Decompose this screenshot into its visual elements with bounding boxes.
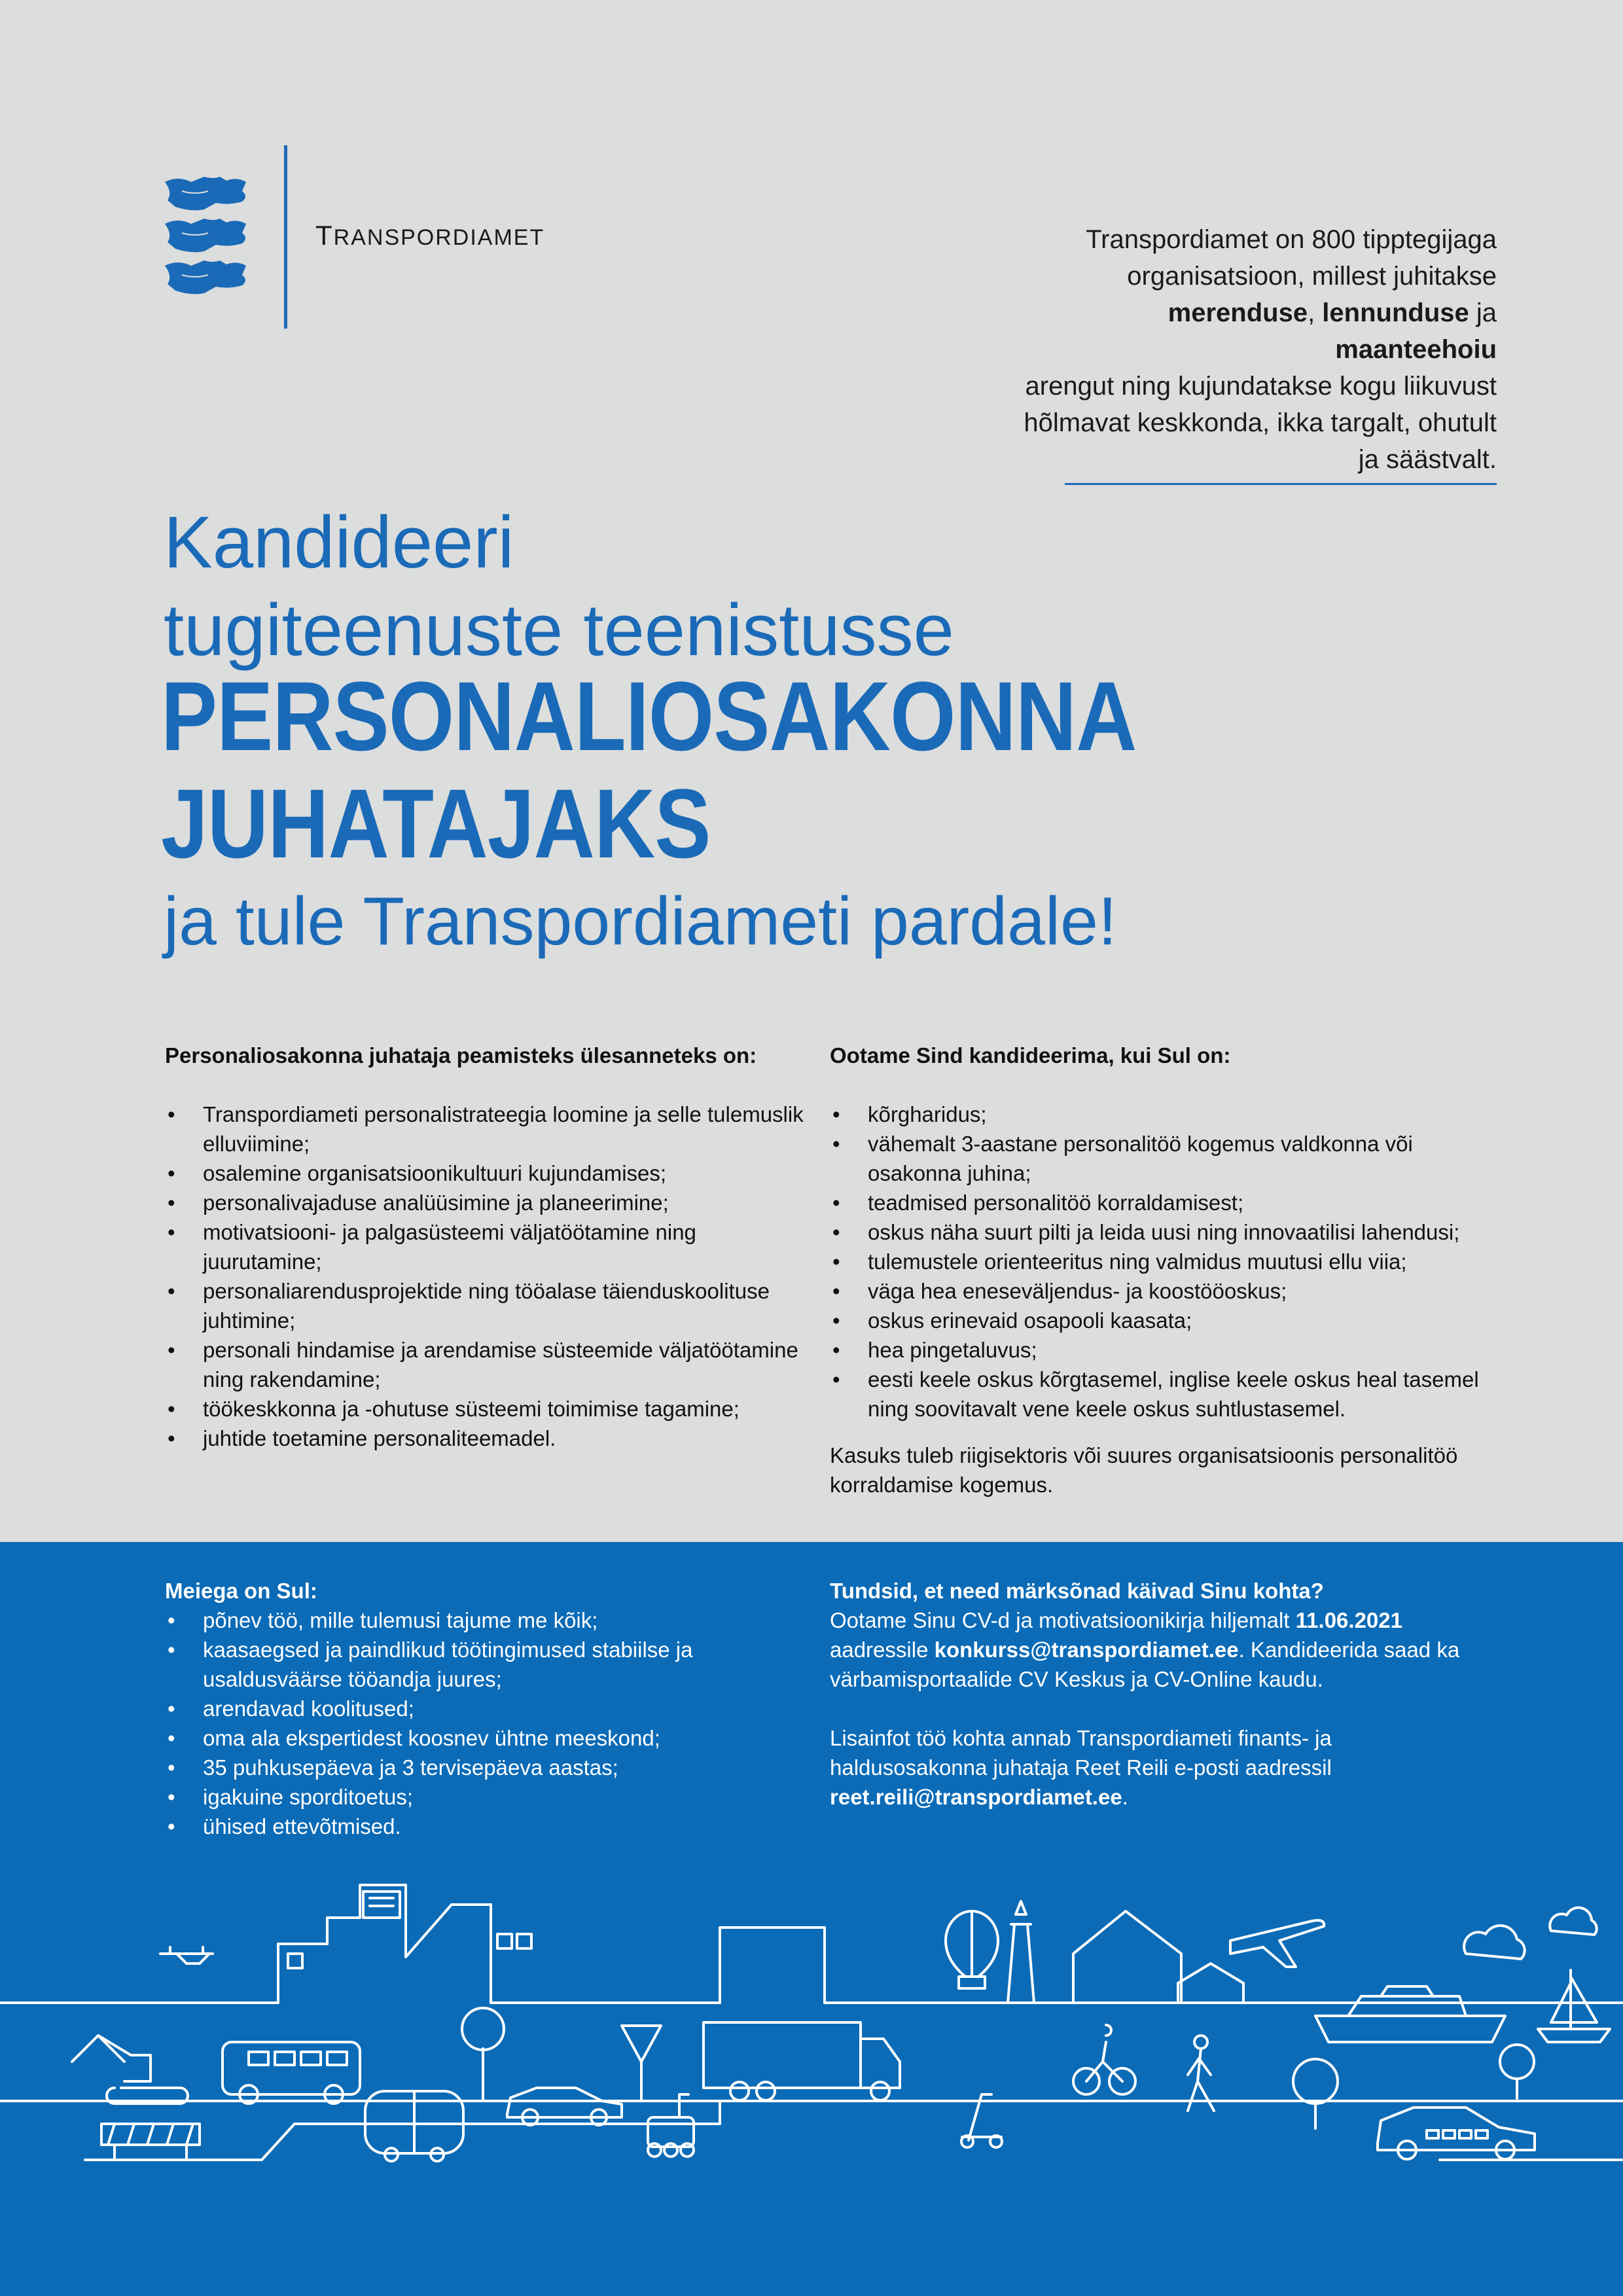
list-item: • põnev töö, mille tulemusi tajume me kõik; (165, 1605, 754, 1635)
headline-outro: ja tule Transpordiameti pardale! (164, 884, 1117, 960)
list-item: • teadmised personalitöö korraldamisest; (830, 1188, 1491, 1217)
list-item: • oskus erinevaid osapooli kaasata; (830, 1306, 1491, 1335)
list-item: • igakuine sporditoetus; (165, 1782, 754, 1812)
list-item: • väga hea eneseväljendus- ja koostööoskus; (830, 1276, 1491, 1306)
list-item: • oskus näha suurt pilti ja leida uusi ning innovaatilisi lahendusi; (830, 1217, 1491, 1247)
apply-email-link[interactable]: konkurss@transpordiamet.ee (934, 1638, 1239, 1662)
headline-intro: Kandideeri tugiteenuste teenistusse (164, 501, 954, 671)
list-item: • personaliarendusprojektide ning tööalase täienduskoolituse juhtimine; (165, 1276, 819, 1335)
list-item: • personali hindamise ja arendamise süsteemide väljatöötamine ning rakendamine; (165, 1335, 819, 1394)
list-item: • osalemine organisatsioonikultuuri kujundamises; (165, 1158, 819, 1188)
list-item: • ühised ettevõtmised. (165, 1812, 754, 1841)
list-item: • hea pingetaluvus; (830, 1335, 1491, 1365)
position-title: PERSONALIOSAKONNA JUHATAJAKS (161, 661, 1137, 878)
deadline: 11.06.2021 (1295, 1608, 1402, 1632)
list-item: • personalivajaduse analüüsimine ja planeerimine; (165, 1188, 819, 1217)
list-item: • juhtide toetamine personaliteemadel. (165, 1424, 819, 1453)
transport-illustration (0, 1859, 1623, 2186)
coat-of-arms-icon (162, 175, 257, 301)
header-divider (284, 145, 287, 329)
benefits-section (165, 1576, 754, 1841)
intro-rule (1065, 483, 1497, 485)
requirements-section (830, 1041, 1491, 1499)
benefits-title: Meiega on Sul: (165, 1579, 317, 1603)
duties-list (165, 1100, 819, 1453)
requirements-title: Ootame Sind kandideerima, kui Sul on: (830, 1043, 1231, 1067)
list-item: • vähemalt 3-aastane personalitöö kogemus valdkonna või osakonna juhina; (830, 1129, 1491, 1188)
list-item: • kaasaegsed ja paindlikud töötingimused stabiilse ja usaldusväärse tööandja juures; (165, 1635, 754, 1694)
contact-email-link[interactable]: reet.reili@transpordiamet.ee (830, 1785, 1122, 1809)
list-item: • eesti keele oskus kõrgtasemel, inglise keele oskus heal tasemel ning soovitavalt vene keele oskus suhtlustasemel. (830, 1365, 1491, 1424)
apply-text: Ootame Sinu CV-d ja motivatsioonikirja hiljemalt 11.06.2021 aadressile konkurss@transpordiamet.ee. Kandideerida saad ka värbamisportaalide CV Keskus ja CV-Online kaudu. (830, 1608, 1460, 1691)
list-item: • motivatsiooni- ja palgasüsteemi väljatöötamine ning juurutamine; (165, 1217, 819, 1276)
list-item: • oma ala ekspertidest koosnev ühtne meeskond; (165, 1723, 754, 1753)
list-item: • tulemustele orienteeritus ning valmidus muutusi ellu viia; (830, 1247, 1491, 1276)
contact-text: Lisainfot töö kohta annab Transpordiameti finants- ja haldusosakonna juhataja Reet Reili e-posti aadressil reet.reili@transpordiamet.ee. (830, 1726, 1332, 1809)
requirements-note: Kasuks tuleb riigisektoris või suures organisatsioonis personalitöö korraldamise kogemus. (830, 1443, 1458, 1497)
list-item: • 35 puhkusepäeva ja 3 tervisepäeva aastas; (165, 1753, 754, 1782)
requirements-list (830, 1100, 1491, 1424)
benefits-list (165, 1605, 754, 1841)
duties-section (165, 1041, 819, 1453)
duties-title: Personaliosakonna juhataja peamisteks ülesanneteks on: (165, 1043, 757, 1067)
apply-section (830, 1576, 1491, 1812)
list-item: • töökeskkonna ja -ohutuse süsteemi toimimise tagamine; (165, 1394, 819, 1424)
list-item: • arendavad koolitused; (165, 1694, 754, 1723)
list-item: • kõrgharidus; (830, 1100, 1491, 1129)
list-item: • Transpordiameti personalistrateegia loomine ja selle tulemuslik elluviimine; (165, 1100, 819, 1158)
intro-text: Transpordiamet on 800 tipptegijaga organisatsioon, millest juhitakse merenduse, lennunduse ja maanteehoiu arengut ning kujundatakse kogu liikuvust hõlmavat keskkonda, ikka targalt, ohutult ja säästvalt. (1024, 225, 1497, 474)
apply-title: Tundsid, et need märksõnad käivad Sinu kohta? (830, 1579, 1324, 1603)
org-name: TRANSPORDIAMET (315, 220, 545, 251)
